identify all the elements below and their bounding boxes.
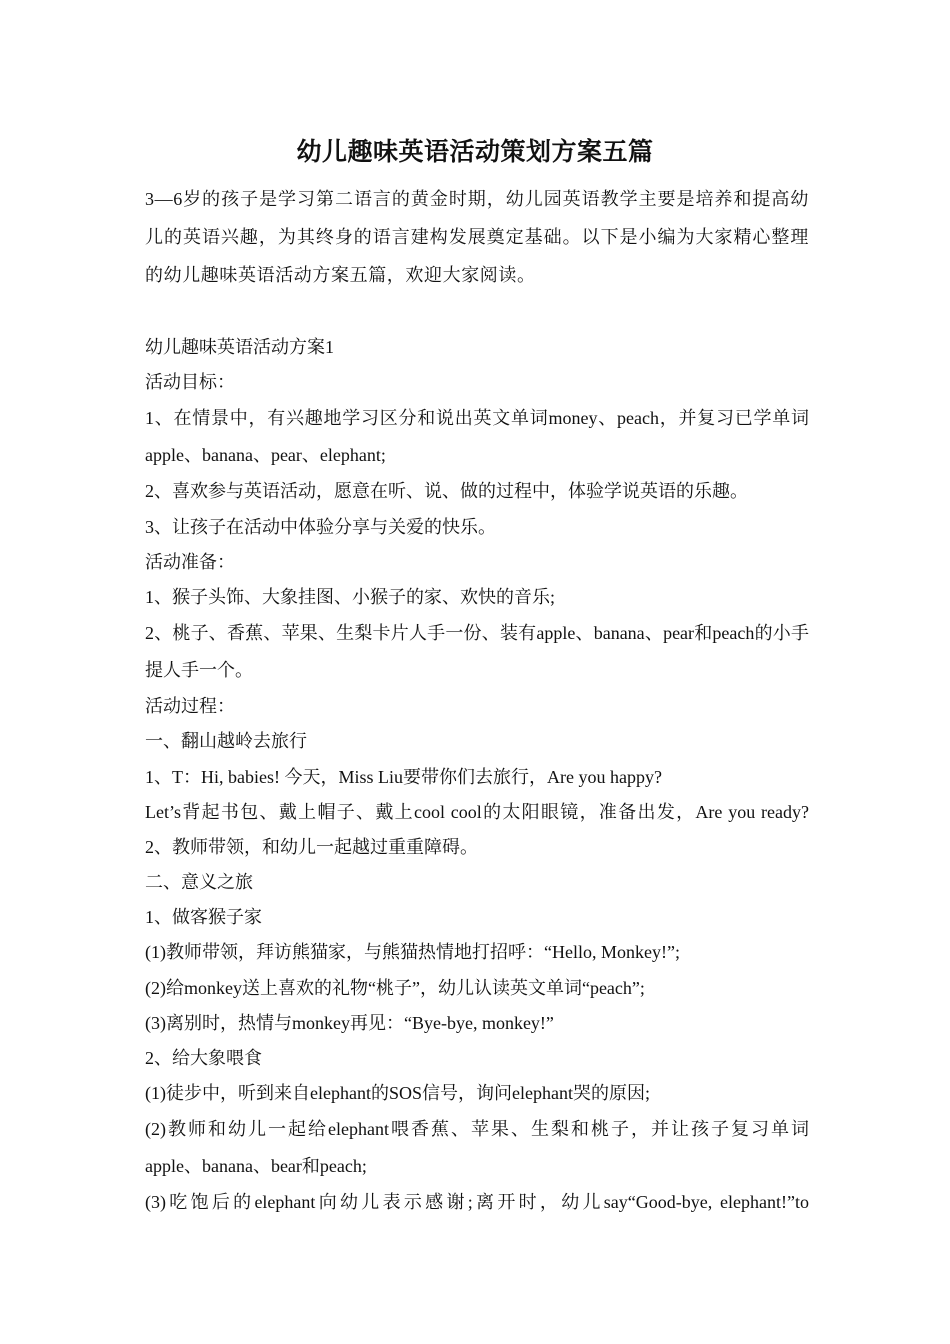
body-line: (3)吃饱后的elephant向幼儿表示感谢;离开时，幼儿say“Good-bye, elephant!”to <box>145 1192 809 1213</box>
body-line: 2、桃子、香蕉、苹果、生梨卡片人手一份、装有apple、banana、pear和peach的小手 <box>145 623 809 644</box>
subheading-process: 活动过程： <box>145 696 235 717</box>
body-lines <box>145 330 809 1221</box>
body-line: 一、翻山越岭去旅行 <box>145 731 307 752</box>
intro-paragraph: 3—6岁的孩子是学习第二语言的黄金时期，幼儿园英语教学主要是培养和提高幼儿的英语兴趣，为其终身的语言建构发展奠定基础。以下是小编为大家精心整理的幼儿趣味英语活动方案五篇，欢迎大家阅读。 <box>145 189 809 285</box>
body-line: 二、意义之旅 <box>145 872 253 893</box>
body-line: Let’s背起书包、戴上帽子、戴上cool cool的太阳眼镜，准备出发，Are you ready? <box>145 801 809 822</box>
body-line: (1)教师带领，拜访熊猫家，与熊猫热情地打招呼：“Hello, Monkey!”; <box>145 942 680 963</box>
body-line: apple、banana、bear和peach; <box>145 1156 367 1177</box>
body-line: apple、banana、pear、elephant; <box>145 445 386 466</box>
body-line: 2、教师带领，和幼儿一起越过重重障碍。 <box>145 836 478 857</box>
body-line: (2)给monkey送上喜欢的礼物“桃子”，幼儿认读英文单词“peach”; <box>145 977 645 998</box>
body-line: 3、让孩子在活动中体验分享与关爱的快乐。 <box>145 516 496 537</box>
body-line: (3)离别时，热情与monkey再见：“Bye-bye, monkey!” <box>145 1012 554 1033</box>
body-line: 1、在情景中，有兴趣地学习区分和说出英文单词money、peach，并复习已学单词 <box>145 408 809 429</box>
body-line: 提人手一个。 <box>145 660 253 681</box>
subheading-goals: 活动目标： <box>145 372 235 393</box>
section-heading: 幼儿趣味英语活动方案1 <box>145 337 334 357</box>
body-line: (1)徒步中，听到来自elephant的SOS信号，询问elephant哭的原因; <box>145 1083 650 1104</box>
subheading-preparation: 活动准备： <box>145 551 235 572</box>
body-line: 2、给大象喂食 <box>145 1048 262 1068</box>
document-title: 幼儿趣味英语活动策划方案五篇 <box>296 139 654 166</box>
body-line: 2、喜欢参与英语活动，愿意在听、说、做的过程中，体验学说英语的乐趣。 <box>145 481 748 502</box>
body-line: 1、猴子头饰、大象挂图、小猴子的家、欢快的音乐; <box>145 586 555 607</box>
document-body <box>145 180 809 1213</box>
body-line: 1、做客猴子家 <box>145 907 262 928</box>
body-line: 1、T：Hi, babies! 今天，Miss Liu要带你们去旅行，Are you happy? <box>145 766 662 787</box>
body-line: (2)教师和幼儿一起给elephant喂香蕉、苹果、生梨和桃子，并让孩子复习单词 <box>145 1119 809 1140</box>
